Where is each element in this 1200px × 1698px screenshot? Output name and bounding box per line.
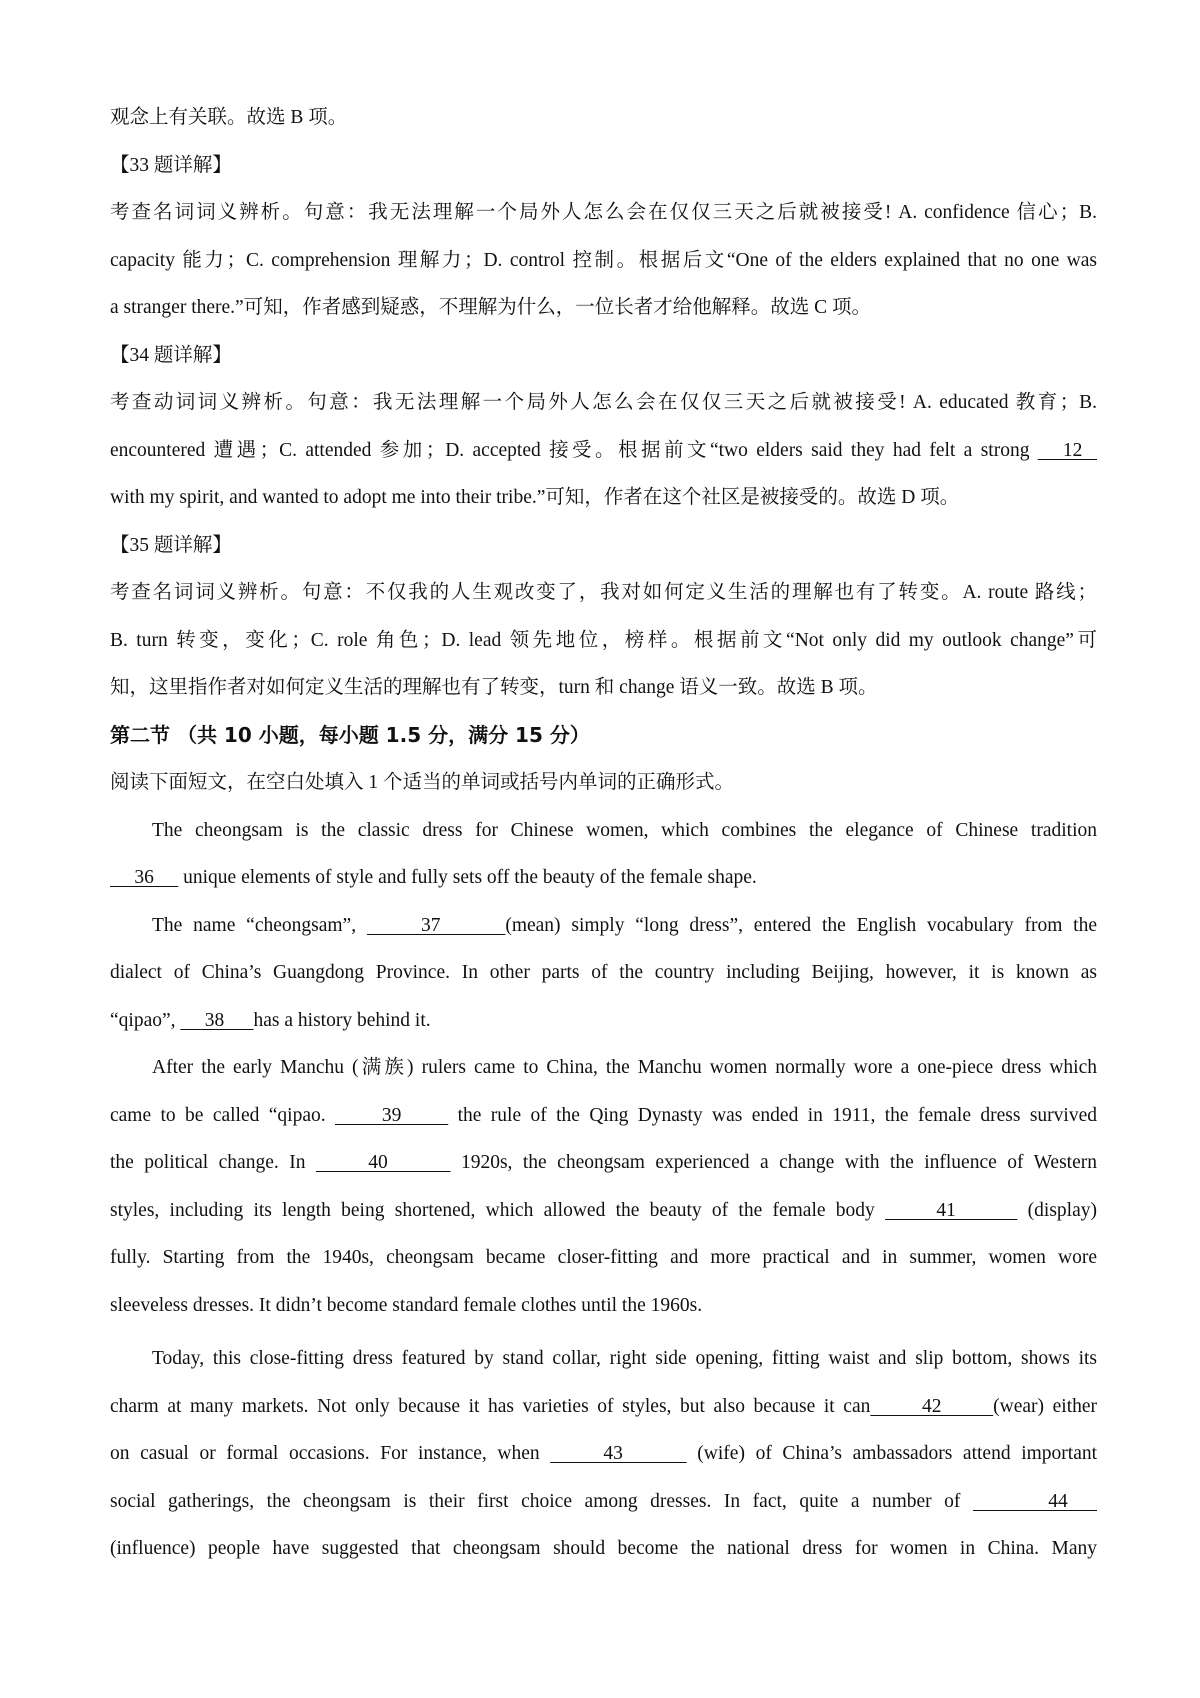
blank-40: 40 [315, 1152, 451, 1173]
passage-p4-line-5: (influence) people have suggested that cheongsam should become the national dress for women in China. Many [110, 1538, 1097, 1559]
passage-p4-line-2-post: (wear) either [993, 1395, 1098, 1417]
passage-p4-line-2-pre: charm at many markets. Not only because it has varieties of styles, but also because it can [110, 1395, 871, 1417]
blank-44: 44 [972, 1490, 1097, 1512]
blank-42: 42 [870, 1395, 994, 1417]
q34-heading: 【34 题详解】 [110, 344, 232, 366]
passage-p4-line-2 [110, 1383, 1097, 1431]
passage-p2-line-3-pre: “qipao”, [110, 1009, 181, 1031]
passage-p1-line-1: The cheongsam is the classic dress for Chinese women, which combines the elegance of Chinese tradition [152, 819, 1097, 841]
passage-p4-line-3-pre: on casual or formal occasions. For instance, when [110, 1443, 551, 1464]
passage-p2-line-1-post: (mean) simply “long dress”, entered the English vocabulary from the [505, 914, 1098, 936]
passage-p3-line-4-pre: styles, including its length being shortened, which allowed the beauty of the female body [110, 1199, 886, 1221]
q33-line-2: capacity 能力；C. comprehension 理解力；D. control 控制。根据后文“One of the elders explained that no one was [110, 249, 1097, 271]
q33-line-1: 考查名词词义辨析。句意：我无法理解一个局外人怎么会在仅仅三天之后就被接受! A. confidence 信心；B. [110, 202, 1097, 223]
passage-p3-line-4-post: (display) [1017, 1199, 1097, 1221]
passage-p3-line-6: sleeveless dresses. It didn’t become standard female clothes until the 1960s. [110, 1294, 703, 1316]
blank-39: 39 [334, 1104, 449, 1126]
passage-p3-line-3 [110, 1139, 1097, 1187]
passage-p2-line-1-pre: The name “cheongsam”, [152, 914, 367, 936]
section-2-instruction: 阅读下面短文，在空白处填入 1 个适当的单词或括号内单词的正确形式。 [110, 772, 735, 793]
q34-line-3: with my spirit, and wanted to adopt me into their tribe.”可知，作者在这个社区是被接受的。故选 D 项。 [110, 487, 960, 508]
q32-tail: 观念上有关联。故选 B 项。 [110, 107, 348, 128]
blank-43: 43 [550, 1443, 687, 1464]
passage-p3-line-3-post: 1920s, the cheongsam experienced a change with the influence of Western [450, 1152, 1097, 1173]
passage-p4-line-3-post: (wife) of China’s ambassadors attend important [686, 1443, 1098, 1464]
passage-p3-line-1: After the early Manchu (满族) rulers came to China, the Manchu women normally wore a one-piece dress which [152, 1057, 1097, 1078]
passage-p4-line-4 [110, 1478, 1097, 1526]
q34-line-2-text: encountered 遭遇；C. attended 参加；D. accepted 接受。根据前文“two elders said they had felt a strong [110, 439, 1038, 461]
passage-p3-line-3-pre: the political change. In [110, 1152, 316, 1173]
passage-p4-line-1: Today, this close-fitting dress featured by stand collar, right side opening, fitting waist and slip bottom, shows its [152, 1348, 1097, 1369]
blank-38: 38 [180, 1009, 254, 1031]
q34-line-2 [110, 427, 1097, 475]
blank-41: 41 [885, 1199, 1018, 1221]
q33-heading: 【33 题详解】 [110, 154, 232, 176]
passage-p2-line-3 [110, 997, 1097, 1045]
blank-36: 36 [110, 867, 179, 888]
passage-p1-line-2-text: unique elements of style and fully sets off the beauty of the female shape. [178, 867, 757, 888]
passage-p2-line-2: dialect of China’s Guangdong Province. In other parts of the country including Beijing, however, it is known as [110, 962, 1097, 983]
passage-p4-line-3 [110, 1430, 1097, 1478]
blank-37: 37 [366, 914, 506, 936]
passage-p2-line-1 [110, 902, 1097, 950]
passage-p3-line-2-post: the rule of the Qing Dynasty was ended in 1911, the female dress survived [448, 1104, 1097, 1126]
section-2-title: 第二节 （共 10 小题，每小题 1.5 分，满分 15 分） [110, 722, 590, 747]
q35-line-1: 考查名词词义辨析。句意：不仅我的人生观改变了，我对如何定义生活的理解也有了转变。A. route 路线； [110, 582, 1097, 603]
passage-p3-line-2-pre: came to be called “qipao. [110, 1104, 335, 1126]
q35-line-2: B. turn 转变，变化；C. role 角色；D. lead 领先地位，榜样。根据前文“Not only did my outlook change”可 [110, 629, 1097, 651]
q33-line-3: a stranger there.”可知，作者感到疑惑，不理解为什么，一位长者才给他解释。故选 C 项。 [110, 297, 871, 318]
passage-p2-line-3-post: has a history behind it. [253, 1009, 431, 1031]
passage-p3-line-4 [110, 1187, 1097, 1235]
q35-line-3: 知，这里指作者对如何定义生活的理解也有了转变，turn 和 change 语义一致。故选 B 项。 [110, 677, 878, 698]
page-content [110, 94, 1097, 1573]
blank-12: 12 [1037, 439, 1098, 461]
passage-p3-line-5: fully. Starting from the 1940s, cheongsam became closer-fitting and more practical and in summer, women wore [110, 1247, 1097, 1268]
q35-heading: 【35 题详解】 [110, 534, 232, 556]
passage-p1-line-2 [110, 854, 1097, 902]
q34-line-1: 考查动词词义辨析。句意：我无法理解一个局外人怎么会在仅仅三天之后就被接受! A. educated 教育；B. [110, 392, 1097, 413]
passage-p4-line-4-pre: social gatherings, the cheongsam is their first choice among dresses. In fact, quite a number of [110, 1490, 973, 1512]
passage-p3-line-2 [110, 1092, 1097, 1140]
